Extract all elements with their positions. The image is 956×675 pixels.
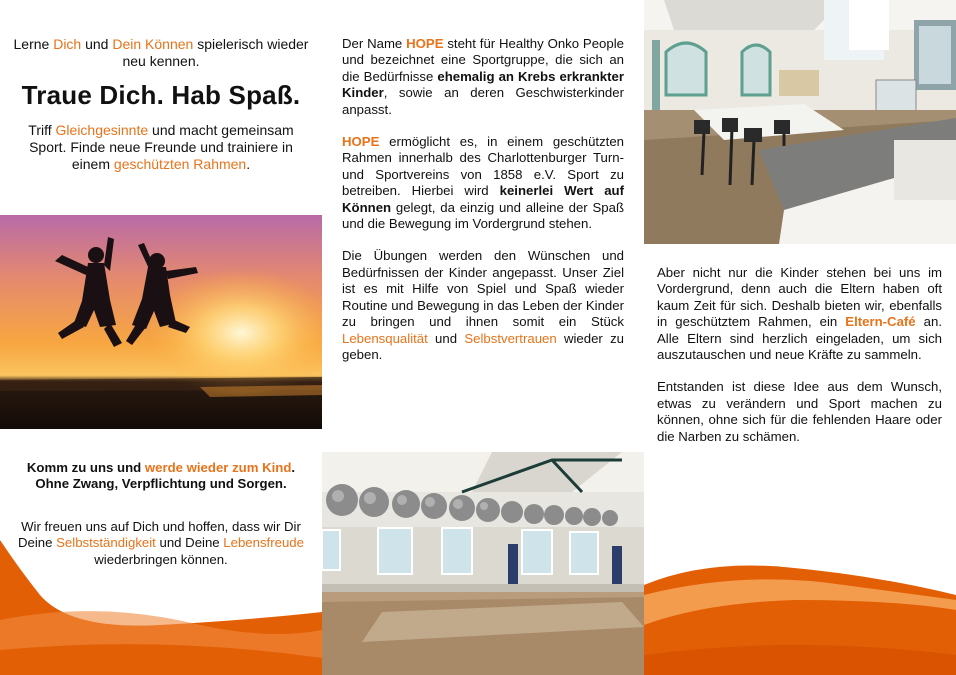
text-run: an. Alle Eltern sind herzlich eingeladen, um sich auszutauschen und neue Kräfte zu sammeln. [657, 314, 943, 363]
headline: Traue Dich. Hab Spaß. [21, 80, 301, 110]
kitchen-photo [644, 0, 956, 244]
text-run: HOPE [342, 134, 380, 150]
cta-text [12, 460, 310, 493]
text-run: ehemalig an Krebs erkrankter Kinder [342, 68, 624, 101]
text-run: Selbstständigkeit [56, 535, 156, 551]
text-run: Aber nicht nur die Kinder stehen bei uns im Vordergrund, denn auch die Eltern haben oft kaum Zeit für sich. Deshalb bieten wir, ebenfalls in geschütztem Rahmen, ein [657, 265, 942, 330]
sub-text [10, 122, 312, 173]
left-column [10, 36, 312, 173]
exercises-paragraph [342, 248, 624, 363]
sunset-photo [0, 215, 322, 429]
text-run: und Deine [155, 535, 224, 551]
text-run: HOPE [406, 36, 444, 51]
text-run: ermöglicht es, in einem geschützten Rahmen innerhalb des Charlottenburger Turn- und Sportvereins von 1858 e.V. Sport zu betreiben. Hierbei wird [342, 134, 624, 199]
text-run: spielerisch wieder neu kennen. [122, 36, 309, 69]
text-run: keinerlei Wert auf Können [342, 183, 624, 215]
text-run: steht für Healthy Onko People und bezeichnet eine Sportgruppe, die sich an die Bedürfnisse [342, 36, 624, 84]
text-run: und [427, 330, 465, 346]
left-orange-wave [0, 540, 322, 675]
text-run: wieder zu geben. [342, 330, 624, 362]
text-run: Der Name [342, 36, 407, 51]
text-run: Lebensfreude [223, 535, 304, 551]
text-run: Selbstvertrauen [464, 330, 557, 346]
text-run: Eltern-Café [845, 314, 916, 330]
text-run: und macht gemeinsam Sport. Finde neue Freunde und trainiere in einem [29, 122, 294, 172]
text-run: Lebensqualität [342, 330, 428, 346]
text-run: Wir freuen uns auf Dich und hoffen, dass wir Dir Deine [18, 518, 301, 551]
right-orange-wave [644, 555, 956, 675]
origin-paragraph [657, 379, 942, 445]
text-run: wiederbringen können. [94, 551, 228, 567]
text-run: Entstanden ist diese Idee aus dem Wunsch, etwas zu verändern und Sport machen zu können, ohne sich für die fehlenden Haare oder die Narben zu schämen. [657, 379, 942, 444]
middle-column [342, 36, 624, 363]
gym-photo [322, 452, 644, 675]
text-run: Komm zu uns und [26, 460, 145, 475]
intro-text [10, 36, 312, 70]
parents-cafe-paragraph [657, 265, 942, 363]
text-run: gelegt, da einzig und alleine der Spaß und die Bewegung im Vordergrund stehen. [342, 199, 624, 232]
cafe-kitchen-room-icon [644, 0, 956, 244]
text-run: . [246, 156, 251, 172]
jumping-silhouettes-sunset-icon [0, 215, 322, 429]
text-run: Triff [28, 122, 56, 138]
hope-description-paragraph [342, 134, 624, 232]
text-run: Gleichgesinnte [55, 122, 149, 138]
text-run: Dein Können [112, 36, 194, 52]
hope-intro-paragraph [342, 36, 624, 118]
text-run: und [81, 36, 113, 52]
text-run: Lerne [13, 36, 54, 52]
text-run: geschützten Rahmen [113, 156, 247, 172]
gym-hall-with-balls-icon [322, 452, 644, 675]
text-run: werde wieder zum Kind [144, 460, 292, 475]
text-run: . Ohne Zwang, Verpflichtung und Sorgen. [35, 460, 296, 492]
text-run: Dich [53, 36, 82, 52]
right-column [657, 265, 942, 445]
text-run: , sowie an deren Geschwisterkinder anpasst. [342, 85, 624, 117]
text-run: Die Übungen werden den Wünschen und Bedürfnissen der Kinder angepasst. Unser Ziel ist es mit Hilfe von Spiel und Spaß wieder Routine und Bewegung in das Leben der Kinder zu bringen und ihnen somit ein Stück [342, 248, 624, 330]
